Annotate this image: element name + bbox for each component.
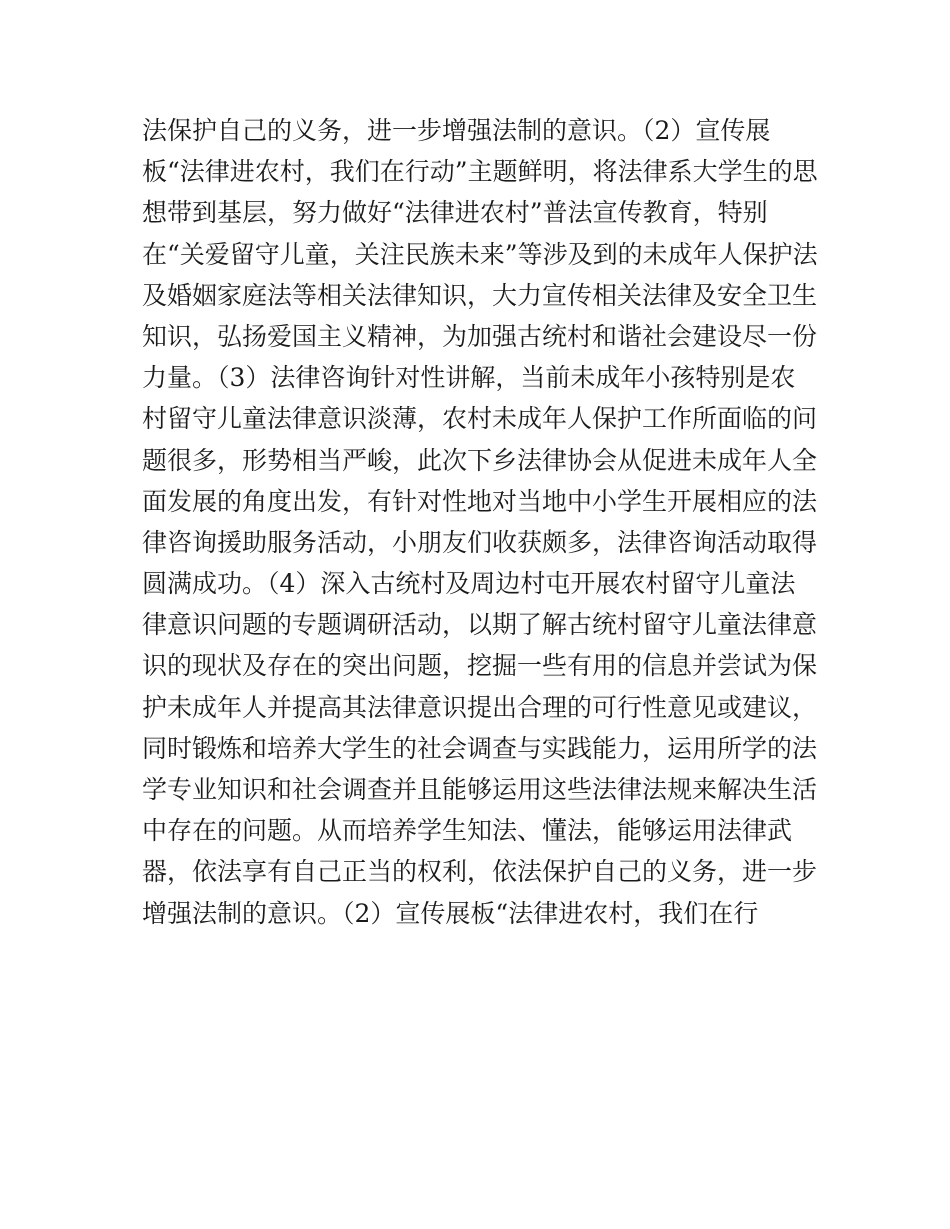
- text-line: 想带到基层，努力做好“法律进农村”普法宣传教育，特别: [142, 198, 768, 228]
- text-line: 知识，弘扬爱国主义精神，为加强古统村和谐社会建设尽一份: [142, 321, 818, 351]
- text-line: 圆满成功。（4）深入古统村及周边村屯开展农村留守儿童法: [142, 569, 796, 599]
- text-line: 学专业知识和社会调查并且能够运用这些法律法规来解决生活: [142, 775, 818, 804]
- text-line: 中存在的问题。从而培养学生知法、懂法，能够运用法律武: [142, 816, 793, 846]
- text-line: 法保护自己的义务，进一步增强法制的意识。（2）宣传展: [142, 116, 771, 145]
- text-line: 村留守儿童法律意识淡薄，农村未成年人保护工作所面临的问: [142, 404, 818, 434]
- text-line: 题很多，形势相当严峻，此次下乡法律协会从促进未成年人全: [142, 445, 818, 475]
- text-line: 律咨询援助服务活动，小朋友们收获颇多，法律咨询活动取得: [142, 527, 818, 557]
- text-line: 及婚姻家庭法等相关法律知识，大力宣传相关法律及安全卫生: [142, 280, 818, 310]
- text-line: 板“法律进农村，我们在行动”主题鲜明，将法律系大学生的思: [142, 157, 818, 187]
- text-line: 识的现状及存在的突出问题，挖掘一些有用的信息并尝试为保: [142, 651, 818, 681]
- text-line: 器，依法享有自己正当的权利，依法保护自己的义务，进一步: [142, 857, 818, 887]
- text-line: 力量。（3）法律咨询针对性讲解，当前未成年小孩特别是农: [142, 363, 796, 393]
- body-text: [142, 110, 822, 934]
- text-line: 同时锻炼和培养大学生的社会调查与实践能力，运用所学的法: [142, 733, 818, 763]
- text-line: 在“关爱留守儿童，关注民族未来”等涉及到的未成年人保护法: [142, 239, 818, 269]
- text-line: 增强法制的意识。（2）宣传展板“法律进农村，我们在行: [142, 898, 759, 928]
- text-line: 护未成年人并提高其法律意识提出合理的可行性意见或建议，: [142, 692, 818, 722]
- text-line: 面发展的角度出发，有针对性地对当地中小学生开展相应的法: [142, 486, 818, 516]
- text-line: 律意识问题的专题调研活动，以期了解古统村留守儿童法律意: [142, 610, 818, 640]
